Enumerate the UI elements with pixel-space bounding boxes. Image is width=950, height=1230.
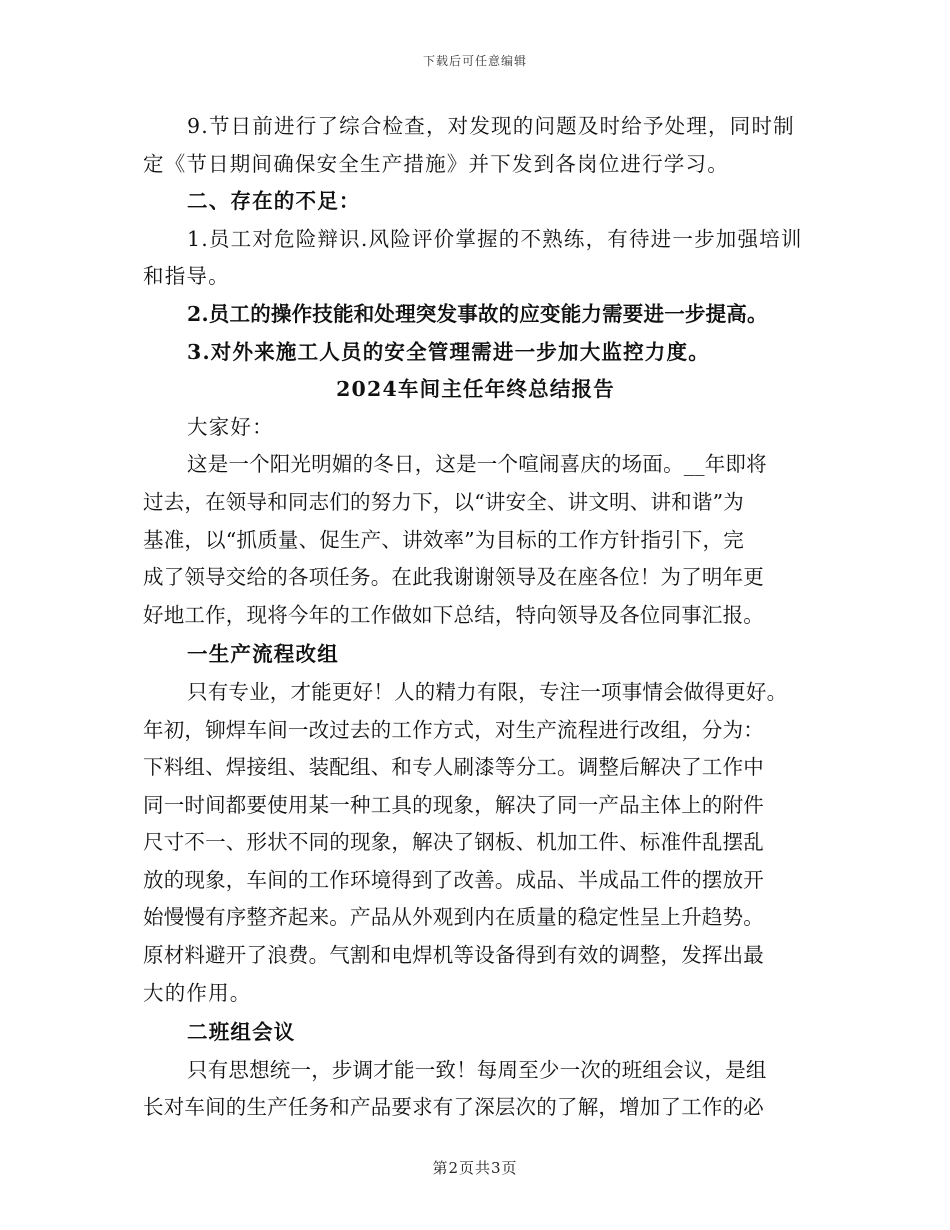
paragraph-line: 原材料避开了浪费。气割和电焊机等设备得到有效的调整，发挥出最 <box>143 943 764 968</box>
paragraph-line: 好地工作，现将今年的工作做如下总结，特向领导及各位同事汇报。 <box>143 602 764 627</box>
paragraph-line: 这是一个阳光明媚的冬日，这是一个喧闹喜庆的场面。__年即将 <box>187 452 767 477</box>
paragraph-line: 过去，在领导和同志们的努力下，以“讲安全、讲文明、讲和谐”为 <box>143 489 744 514</box>
paragraph-line: 放的现象，车间的工作环境得到了改善。成品、半成品工件的摆放开 <box>143 867 764 892</box>
section-heading: 一生产流程改组 <box>187 642 339 667</box>
bold-paragraph-line: 2.员工的操作技能和处理突发事故的应变能力需要进一步提高。 <box>187 301 768 326</box>
paragraph-line: 尺寸不一、形状不同的现象，解决了钢板、机加工件、标准件乱摆乱 <box>143 830 764 855</box>
salutation: 大家好： <box>187 414 274 439</box>
paragraph-line: 长对车间的生产任务和产品要求有了深层次的了解，增加了工作的必 <box>143 1095 764 1120</box>
paragraph-line: 成了领导交给的各项任务。在此我谢谢领导及在座各位！为了明年更 <box>143 565 764 590</box>
section-heading: 二班组会议 <box>187 1020 296 1045</box>
paragraph-line: 基准，以“抓质量、促生产、讲效率”为目标的工作方针指引下，完 <box>143 527 744 552</box>
paragraph-line: 和指导。 <box>143 264 230 289</box>
paragraph-line: 下料组、焊接组、装配组、和专人刷漆等分工。调整后解决了工作中 <box>143 755 764 780</box>
paragraph-line: 9.节日前进行了综合检查，对发现的问题及时给予处理，同时制 <box>187 114 795 138</box>
paragraph-line: 1.员工对危险辩识.风险评价掌握的不熟练，有待进一步加强培训 <box>187 226 803 251</box>
paragraph-line: 只有专业，才能更好！人的精力有限，专注一项事情会做得更好。 <box>187 679 788 704</box>
document-title: 2024车间主任年终总结报告 <box>336 377 615 402</box>
page-header: 下载后可任意编辑 <box>422 54 527 68</box>
paragraph-line: 年初，铆焊车间一改过去的工作方式，对生产流程进行改组，分为： <box>143 717 764 742</box>
bold-paragraph-line: 3.对外来施工人员的安全管理需进一步加大监控力度。 <box>187 339 710 364</box>
paragraph-line: 只有思想统一，步调才能一致！每周至少一次的班组会议，是组 <box>187 1057 767 1082</box>
paragraph-line: 始慢慢有序整齐起来。产品从外观到内在质量的稳定性呈上升趋势。 <box>143 905 764 930</box>
section-heading: 二、存在的不足： <box>187 189 361 214</box>
paragraph-line: 大的作用。 <box>143 980 252 1005</box>
page-number: 第2页共3页 <box>432 1159 518 1177</box>
paragraph-line: 定《节日期间确保安全生产措施》并下发到各岗位进行学习。 <box>143 151 729 176</box>
paragraph-line: 同一时间都要使用某一种工具的现象，解决了同一产品主体上的附件 <box>143 792 764 817</box>
document-body <box>143 108 808 1127</box>
